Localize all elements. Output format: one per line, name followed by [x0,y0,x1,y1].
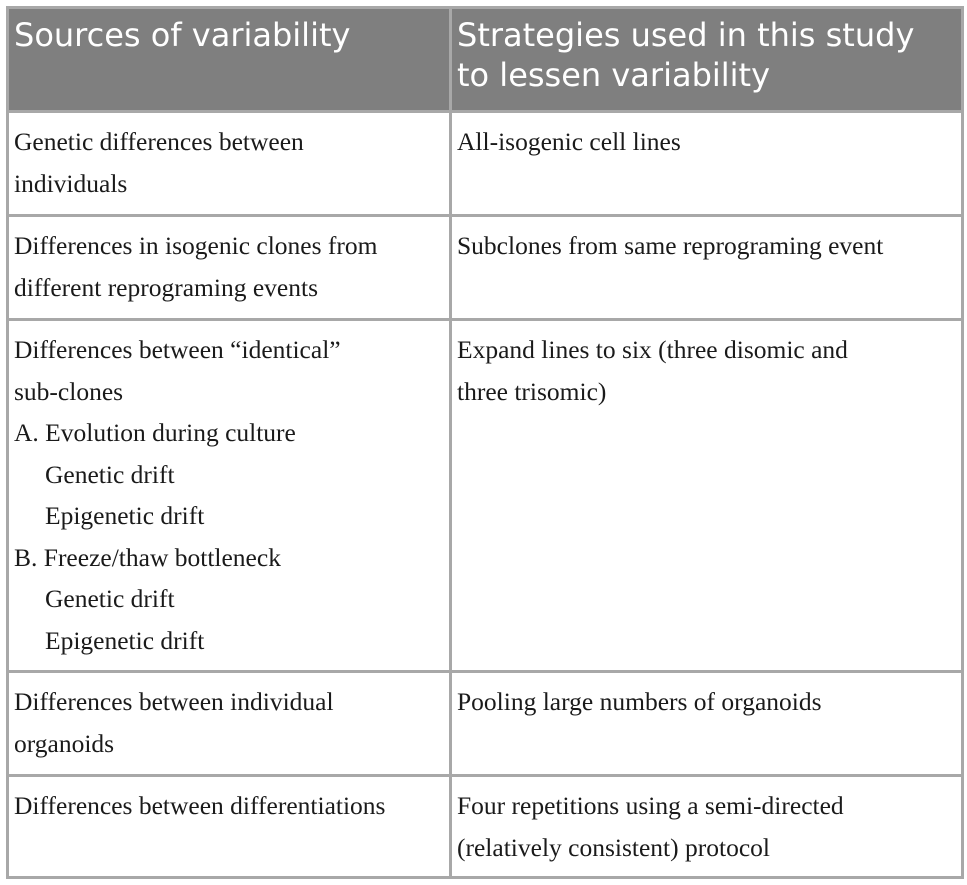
source-text: Differences between individual [14,687,334,716]
source-text: sub-clones [14,376,124,406]
source-cell [8,776,451,878]
table-row [8,672,963,776]
source-text: Differences in isogenic clones from [14,231,378,260]
header-strategies-line2: to lessen variability [457,56,771,94]
strategy-cell [451,320,963,672]
source-text: different reprograming events [14,272,318,302]
strategy-text: Pooling large numbers of organoids [457,687,822,716]
header-row [8,8,963,112]
source-subitem: Epigenetic drift [45,625,205,655]
source-subitem: Genetic drift [45,459,175,489]
header-sources-text: Sources of variability [14,16,351,54]
strategy-text: All-isogenic cell lines [457,127,681,156]
source-text: Differences between differentiations [14,791,386,820]
source-subitem: Genetic drift [45,584,175,613]
strategy-text: Four repetitions using a semi-directed [457,791,844,820]
strategy-text: three trisomic) [457,376,607,406]
table-row [8,216,963,320]
variability-table [6,6,964,879]
table-row [8,776,963,878]
source-cell [8,320,451,672]
strategy-cell [451,672,963,776]
source-text: individuals [14,168,128,198]
source-cell [8,672,451,776]
table-row [8,320,963,672]
source-subheading: B. Freeze/thaw bottleneck [14,542,281,572]
source-cell [8,112,451,216]
source-text: Differences between “identical” [14,335,341,364]
strategy-text: Subclones from same reprograming event [457,231,884,260]
strategy-text: Expand lines to six (three disomic and [457,335,848,364]
table-row [8,112,963,216]
source-subheading: A. Evolution during culture [14,418,296,447]
strategy-text: (relatively consistent) protocol [457,832,770,862]
header-strategies [451,8,963,112]
source-subitem: Epigenetic drift [45,501,205,530]
source-text: Genetic differences between [14,127,304,156]
strategy-cell [451,776,963,878]
source-cell [8,216,451,320]
strategy-cell [451,216,963,320]
source-text: organoids [14,728,115,758]
header-strategies-line1: Strategies used in this study [457,16,915,54]
header-sources [8,8,451,112]
strategy-cell [451,112,963,216]
